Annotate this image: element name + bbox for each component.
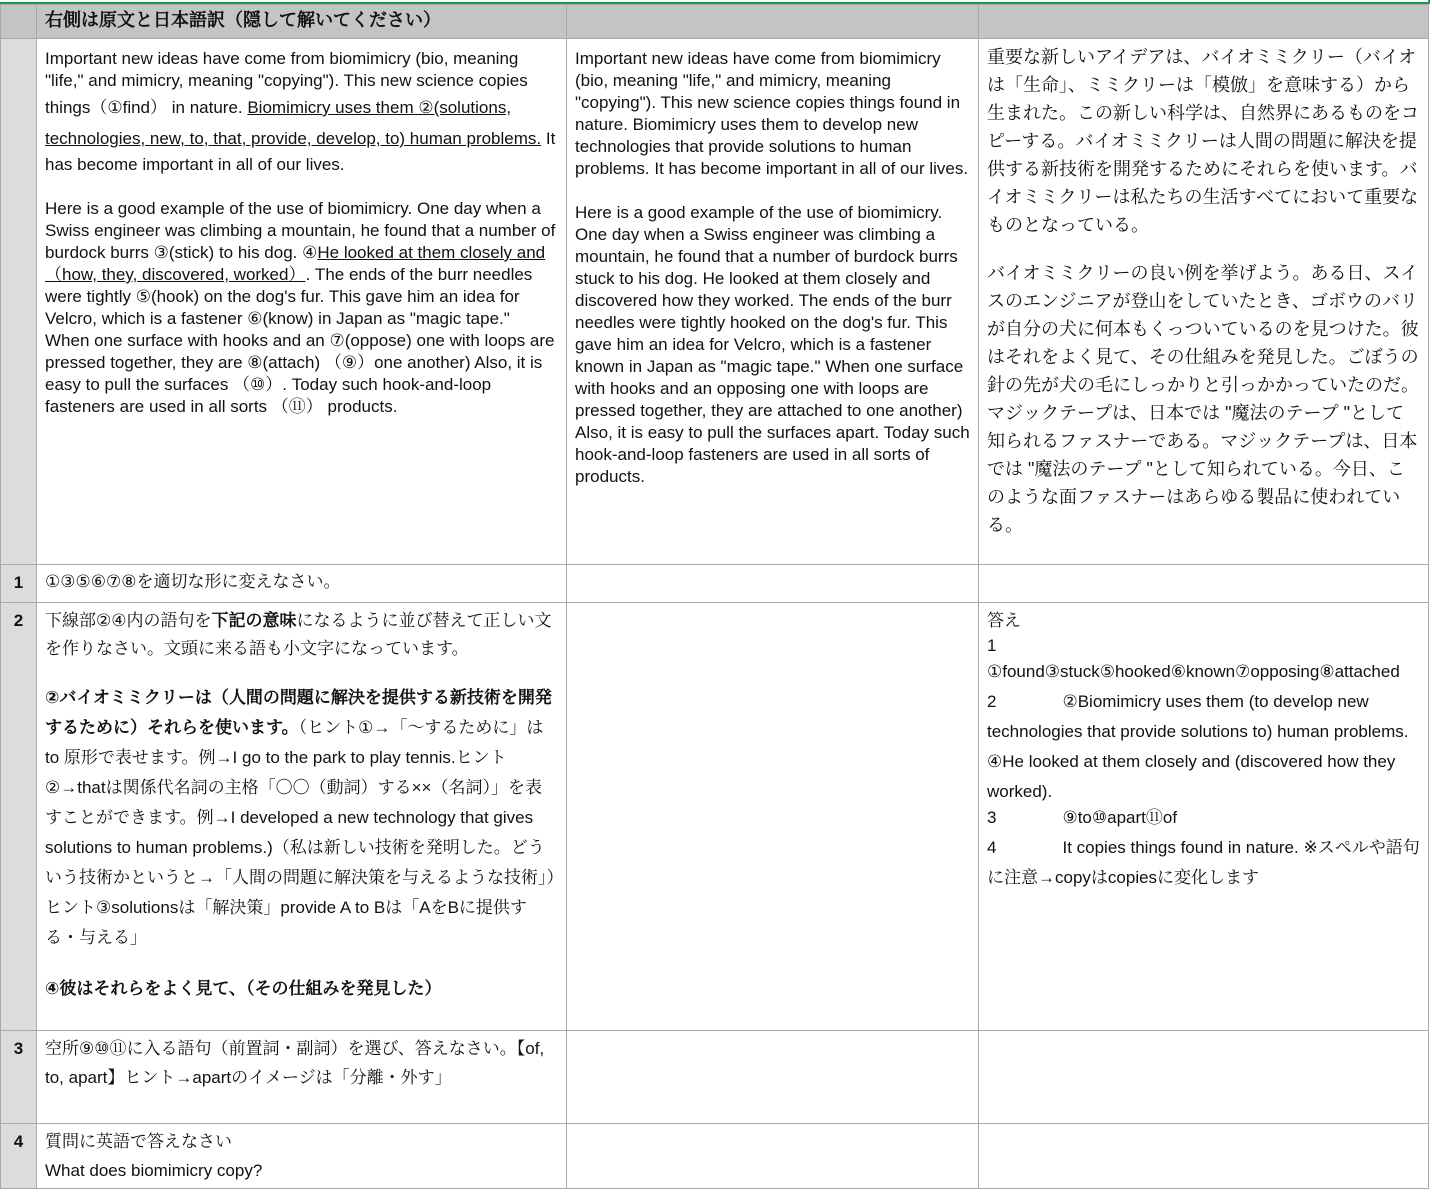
row-header-2[interactable]: 2	[1, 603, 37, 1031]
header-title: 右側は原文と日本語訳（隠して解いてください）	[45, 10, 441, 30]
question-1-cell[interactable]	[37, 565, 567, 603]
original-paragraph-1: Important new ideas have come from biomimicry (bio, meaning "life," and mimicry, meaning "copying"). This new science copies things found in nature. Biomimicry uses them to develop new technologies that provide solutions to human problems. It has become important in all of our lives.	[575, 49, 969, 178]
question-3-text: 空所⑨⑩⑪に入る語句（前置詞・副詞）を選び、答えなさい。【of, to, apart】ヒント→apartのイメージは「分離・外す」	[45, 1039, 545, 1087]
q1-cell-b[interactable]	[567, 565, 979, 603]
answer-1-text: ①found③stuck⑤hooked⑥known⑦opposing⑧attached	[987, 662, 1400, 681]
answers-title: 答え	[987, 611, 1021, 630]
answer-2-text-2: ④He looked at them closely and (discovered how they worked).	[987, 752, 1396, 801]
underline-2: Biomimicry uses them ②(solutions, technologies, new, to, that, provide, develop, to) human problems.	[45, 98, 542, 148]
q3-cell-c[interactable]	[979, 1031, 1429, 1124]
row-header-passage[interactable]	[1, 39, 37, 565]
q1-cell-c[interactable]	[979, 565, 1429, 603]
header-cell-b[interactable]	[567, 5, 979, 39]
question-3-cell[interactable]	[37, 1031, 567, 1124]
answer-2: 2 ②Biomimicry uses them (to develop new technologies that provide solutions to) human problems.	[987, 692, 1409, 741]
question-row-1	[1, 565, 1429, 603]
question-2-item-2: ②バイオミミクリーは（人間の問題に解決を提供する新技術を開発するために）それらを使います。（ヒント①→「～するために」は to 原形で表せます。例→I go to the park to play tennis.ヒント②→thatは関係代名詞の主格「〇〇（動詞）する××（名詞）」を表すことができます。例→I developed a new technology that gives solutions to human problems.)（私は新しい技術を発明した。どういう技術かというと→「人間の問題に解決策を与えるような技術」）ヒント③solutionsは「解決策」provide A to Bは「AをBに提供する・与える」	[45, 688, 555, 947]
question-4-cell[interactable]	[37, 1124, 567, 1189]
question-1-text: ①③⑤⑥⑦⑧を適切な形に変えなさい。	[45, 572, 341, 591]
answer-3: 3 ⑨to⑩apart⑪of	[987, 808, 1178, 827]
passage-japanese-cell[interactable]	[979, 39, 1429, 565]
q4-cell-b[interactable]	[567, 1124, 979, 1189]
q4-cell-c[interactable]	[979, 1124, 1429, 1189]
header-row	[1, 5, 1429, 39]
row-header-1[interactable]: 1	[1, 565, 37, 603]
exercise-paragraph-1: Important new ideas have come from biomimicry (bio, meaning "life," and mimicry, meaning "copying"). This new science copies things（①find） in nature. Biomimicry uses them ②(solutions, technologies, new, to, that, provide, develop, to) human problems. It has become important in all of our lives.	[45, 49, 556, 174]
question-2-item-4: ④彼はそれらをよく見て、（その仕組みを発見した）	[45, 979, 442, 998]
row-header-4[interactable]: 4	[1, 1124, 37, 1189]
original-paragraph-2: Here is a good example of the use of biomimicry. One day when a Swiss engineer was climbing a mountain, he found that a number of burdock burrs stuck to his dog. He looked at them closely and discovered how they worked. The ends of the burr needles were tightly hooked on the dog's fur. This gave him an idea for Velcro, which is a fastener known in Japan as "magic tape." When one surface with hooks and an opposing one with loops are pressed together, they are attached to one another) Also, it is easy to pull the surfaces apart. Today such hook-and-loop fasteners are used in all sorts of products.	[575, 203, 970, 486]
passage-original-cell[interactable]	[567, 39, 979, 565]
answer-2-text-1: ②Biomimicry uses them (to develop new technologies that provide solutions to) human problems.	[987, 692, 1409, 741]
passage-exercise-cell[interactable]	[37, 39, 567, 565]
passage-row	[1, 39, 1429, 565]
header-cell-c[interactable]	[979, 5, 1429, 39]
answer-4: 4 It copies things found in nature. ※スペルや語句に注意→copyはcopiesに変化します	[987, 838, 1420, 887]
question-row-2	[1, 603, 1429, 1031]
row-header-3[interactable]: 3	[1, 1031, 37, 1124]
question-row-4	[1, 1124, 1429, 1189]
header-title-cell[interactable]	[37, 5, 567, 39]
q3-cell-b[interactable]	[567, 1031, 979, 1124]
question-4-line-1: 質問に英語で答えなさい	[45, 1132, 232, 1151]
question-4-line-2: What does biomimicry copy?	[45, 1161, 263, 1180]
answers-cell[interactable]	[979, 603, 1429, 1031]
worksheet-grid	[0, 4, 1429, 1189]
japanese-paragraph-1: 重要な新しいアイデアは、バイオミミクリー（バイオは「生命」、ミミクリーは「模倣」を意味する）から生まれた。この新しい科学は、自然界にあるものをコピーする。バイオミミクリーは人間の問題に解決を提供する新技術を開発するためにそれらを使います。バイオミミクリーは私たちの生活すべてにおいて重要なものとなっている。	[987, 47, 1419, 235]
row-header-blank[interactable]	[1, 5, 37, 39]
q2-cell-b[interactable]	[567, 603, 979, 1031]
answer-1-number: 1	[987, 636, 997, 655]
exercise-paragraph-2: Here is a good example of the use of biomimicry. One day when a Swiss engineer was climbing a mountain, he found that a number of burdock burrs ③(stick) to his dog. ④He looked at them closely and （how, they, discovered, worked）. The ends of the burr needles were tightly ⑤(hook) on the dog's fur. This gave him an idea for Velcro, which is a fastener ⑥(know) in Japan as "magic tape." When one surface with hooks and an ⑦(oppose) one with loops are pressed together, they are ⑧(attach) （⑨）one another) Also, it is easy to pull the surfaces （⑩）. Today such hook-and-loop fasteners are used in all sorts （⑪） products.	[45, 199, 556, 416]
underline-4: He looked at them closely and （how, they, discovered, worked）	[45, 243, 546, 284]
question-2-intro: 下線部②④内の語句を下記の意味になるように並び替えて正しい文を作りなさい。文頭に来る語も小文字になっています。	[45, 611, 552, 658]
answer-4-text: It copies things found in nature. ※スペルや語句に注意→copyはcopiesに変化します	[987, 838, 1420, 887]
japanese-paragraph-2: バイオミミクリーの良い例を挙げよう。ある日、スイスのエンジニアが登山をしていたとき、ゴボウのバリが自分の犬に何本もくっついているのを見つけた。彼はそれをよく見て、その仕組みを発見した。ごぼうの針の先が犬の毛にしっかりと引っかかっていたのだ。マジックテープは、日本では "魔法のテープ "として知られるファスナーである。マジックテープは、日本では "魔法のテープ "として知られている。今日、このような面ファスナーはあらゆる製品に使われている。	[987, 263, 1419, 535]
answer-3-text: ⑨to⑩apart⑪of	[1062, 808, 1178, 827]
question-2-cell[interactable]	[37, 603, 567, 1031]
question-row-3	[1, 1031, 1429, 1124]
